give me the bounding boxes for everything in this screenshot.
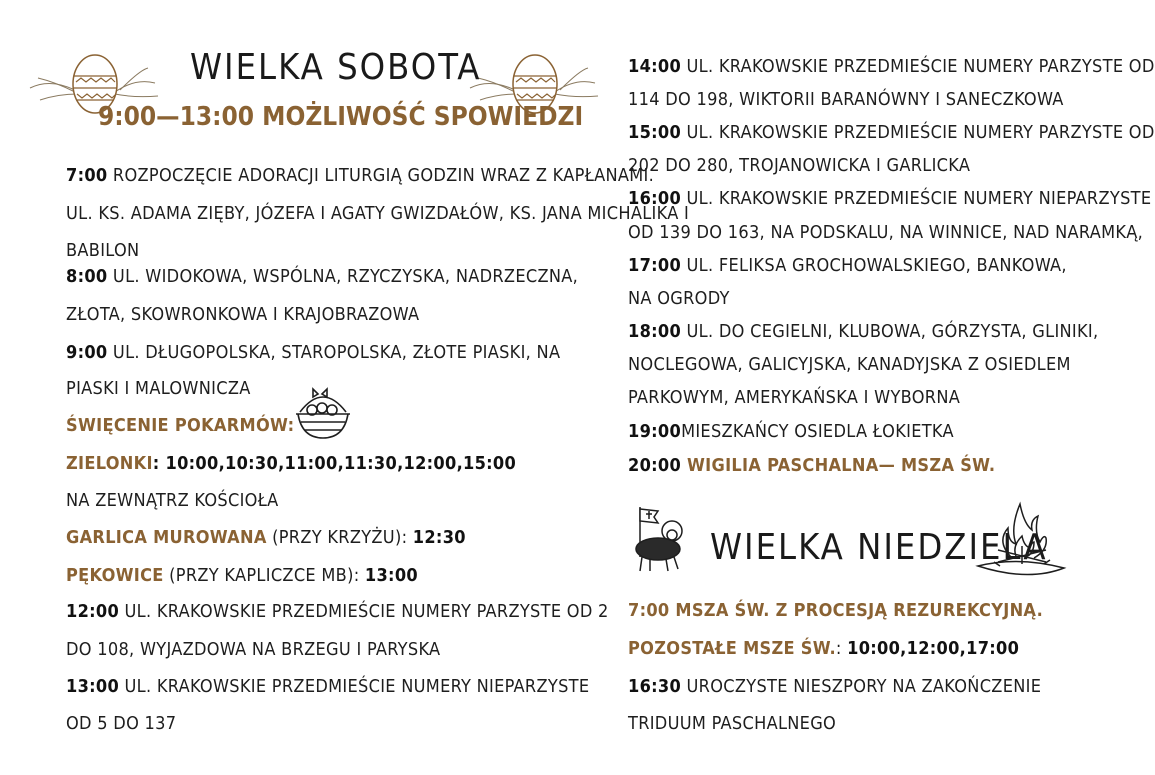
time: 8:00 [66, 266, 108, 287]
text: WIGILIA PASCHALNA— MSZA ŚW. [681, 455, 996, 476]
text: ROZPOCZĘCIE ADORACJI LITURGIĄ GODZIN WRAZ Z KAPŁANAMI. [107, 165, 655, 186]
schedule-line [628, 321, 1098, 343]
food-basket-icon [292, 386, 354, 442]
schedule-line: TRIDUUM PASCHALNEGO [628, 713, 837, 734]
times: 10:00,10:30,11:00,11:30,12:00,15:00 [165, 453, 517, 474]
time: 18:00 [628, 321, 682, 342]
location-note: (PRZY KRZYŻU): [266, 527, 413, 548]
schedule-line [66, 601, 609, 623]
schedule-line [628, 122, 1155, 144]
schedule-line: OD 5 DO 137 [66, 713, 177, 734]
text: UROCZYSTE NIESZPORY NA ZAKOŃCZENIE [681, 676, 1042, 697]
location-note: (PRZY KAPLICZCE MB): [163, 565, 365, 586]
paschal-lamb-icon [628, 505, 690, 577]
time: 9:00 [66, 342, 108, 363]
text: UL. FELIKSA GROCHOWALSKIEGO, BANKOWA, [681, 255, 1067, 276]
times: 10:00,12:00,17:00 [847, 638, 1020, 659]
schedule-line [628, 56, 1155, 78]
schedule-line: 7:00 MSZA ŚW. Z PROCESJĄ REZUREKCYJNĄ. [628, 600, 1044, 621]
zielonki-line [66, 453, 516, 475]
time: 12:30 [412, 527, 466, 548]
page-title-saturday: WIELKA SOBOTA [190, 47, 482, 88]
time: 16:30 [628, 676, 682, 697]
text: UL. KRAKOWSKIE PRZEDMIEŚCIE NUMERY PARZYSTE OD 2 [119, 601, 609, 622]
schedule-line [628, 455, 995, 477]
time: 15:00 [628, 122, 682, 143]
schedule-line: NA ZEWNĄTRZ KOŚCIOŁA [66, 490, 279, 511]
garlica-line [66, 527, 466, 549]
schedule-line [66, 342, 560, 364]
schedule-line: BABILON [66, 240, 140, 261]
text: UL. WIDOKOWA, WSPÓLNA, RZYCZYSKA, NADRZECZNA, [107, 266, 579, 287]
bonfire-icon [968, 498, 1074, 584]
time: 20:00 [628, 455, 682, 476]
schedule-line [628, 188, 1151, 210]
time: 19:00 [628, 421, 682, 442]
schedule-line [628, 255, 1067, 277]
time: 12:00 [66, 601, 120, 622]
schedule-line: DO 108, WYJAZDOWA NA BRZEGU I PARYSKA [66, 639, 441, 660]
page-title-sunday: WIELKA NIEDZIELA [710, 527, 1048, 568]
schedule-line: UL. KS. ADAMA ZIĘBY, JÓZEFA I AGATY GWIZDAŁÓW, KS. JANA MICHALIKA I [66, 203, 690, 224]
schedule-line: OD 139 DO 163, NA PODSKALU, NA WINNICE, NAD NARAMKĄ, [628, 222, 1144, 243]
time: 7:00 [66, 165, 108, 186]
colon: : [835, 638, 848, 659]
schedule-line [66, 165, 654, 187]
blessing-heading: ŚWIĘCENIE POKARMÓW: [66, 415, 295, 436]
masses-label: POZOSTAŁE MSZE ŚW. [628, 638, 836, 659]
schedule-line: NOCLEGOWA, GALICYJSKA, KANADYJSKA Z OSIEDLEM [628, 354, 1071, 375]
text: UL. KRAKOWSKIE PRZEDMIEŚCIE NUMERY PARZYSTE OD [681, 122, 1155, 143]
schedule-line: PARKOWYM, AMERYKAŃSKA I WYBORNA [628, 387, 961, 408]
schedule-line [628, 676, 1041, 698]
time: 17:00 [628, 255, 682, 276]
text: UL. DŁUGOPOLSKA, STAROPOLSKA, ZŁOTE PIASKI, NA [107, 342, 561, 363]
schedule-line: NA OGRODY [628, 288, 730, 309]
text: UL. KRAKOWSKIE PRZEDMIEŚCIE NUMERY NIEPARZYSTE [681, 188, 1152, 209]
time: 14:00 [628, 56, 682, 77]
schedule-line: ZŁOTA, SKOWRONKOWA I KRAJOBRAZOWA [66, 304, 420, 325]
time: 13:00 [364, 565, 418, 586]
pekowice-line [66, 565, 418, 587]
text: UL. DO CEGIELNI, KLUBOWA, GÓRZYSTA, GLINIKI, [681, 321, 1099, 342]
schedule-line: 202 DO 280, TROJANOWICKA I GARLICKA [628, 155, 971, 176]
schedule-line [628, 638, 1019, 660]
location-label: PĘKOWICE [66, 565, 164, 586]
text: MIESZKAŃCY OSIEDLA ŁOKIETKA [681, 421, 954, 442]
time: 16:00 [628, 188, 682, 209]
location-label: GARLICA MUROWANA [66, 527, 267, 548]
confession-subtitle: 9:00—13:00 MOŻLIWOŚĆ SPOWIEDZI [98, 102, 584, 132]
text: UL. KRAKOWSKIE PRZEDMIEŚCIE NUMERY PARZYSTE OD [681, 56, 1155, 77]
schedule-line [628, 421, 954, 443]
location-label: ZIELONKI [66, 453, 153, 474]
text: UL. KRAKOWSKIE PRZEDMIEŚCIE NUMERY NIEPARZYSTE [119, 676, 590, 697]
colon: : [152, 453, 166, 474]
schedule-line: 114 DO 198, WIKTORII BARANÓWNY I SANECZKOWA [628, 89, 1064, 110]
schedule-line [66, 676, 589, 698]
schedule-line [66, 266, 578, 288]
time: 13:00 [66, 676, 120, 697]
schedule-line: PIASKI I MALOWNICZA [66, 378, 251, 399]
